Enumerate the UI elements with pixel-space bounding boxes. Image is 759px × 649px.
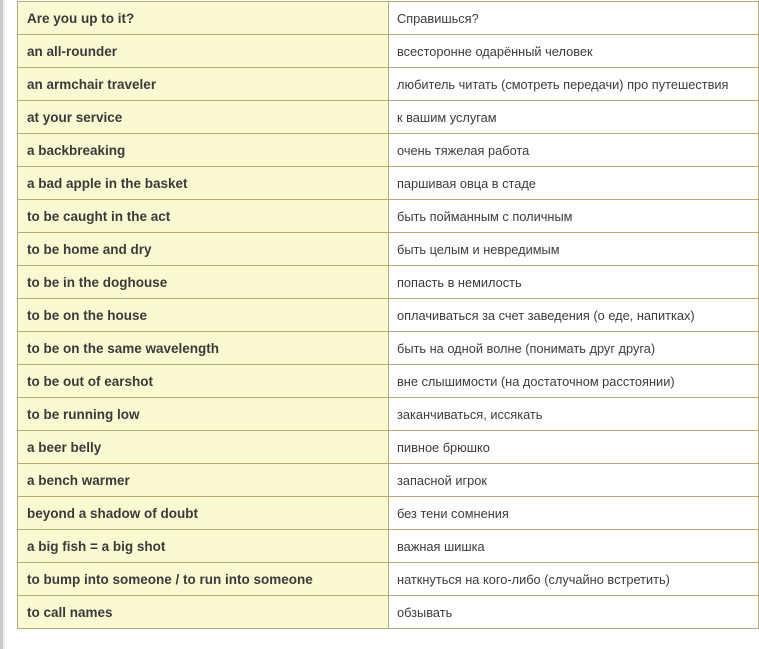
- russian-translation: быть на одной волне (понимать друг друга): [389, 332, 759, 365]
- table-row: [18, 167, 759, 200]
- table-row: [18, 68, 759, 101]
- idioms-table: [17, 1, 759, 629]
- russian-translation: запасной игрок: [389, 464, 759, 497]
- table-row: [18, 266, 759, 299]
- russian-translation: быть целым и невредимым: [389, 233, 759, 266]
- idioms-table-body: [18, 2, 759, 629]
- table-row: [18, 431, 759, 464]
- table-row: [18, 2, 759, 35]
- table-row: [18, 134, 759, 167]
- english-phrase: a big fish = a big shot: [18, 530, 389, 563]
- english-phrase: Are you up to it?: [18, 2, 389, 35]
- russian-translation: оплачиваться за счет заведения (о еде, напитках): [389, 299, 759, 332]
- english-phrase: an armchair traveler: [18, 68, 389, 101]
- left-border-shadow: [3, 0, 5, 649]
- english-phrase: to be running low: [18, 398, 389, 431]
- russian-translation: паршивая овца в стаде: [389, 167, 759, 200]
- english-phrase: to be out of earshot: [18, 365, 389, 398]
- table-row: [18, 332, 759, 365]
- russian-translation: вне слышимости (на достаточном расстоянии): [389, 365, 759, 398]
- table-row: [18, 398, 759, 431]
- russian-translation: Справишься?: [389, 2, 759, 35]
- table-row: [18, 464, 759, 497]
- table-row: [18, 497, 759, 530]
- table-row: [18, 35, 759, 68]
- russian-translation: очень тяжелая работа: [389, 134, 759, 167]
- russian-translation: важная шишка: [389, 530, 759, 563]
- russian-translation: всесторонне одарённый человек: [389, 35, 759, 68]
- english-phrase: to be on the same wavelength: [18, 332, 389, 365]
- english-phrase: at your service: [18, 101, 389, 134]
- english-phrase: a beer belly: [18, 431, 389, 464]
- russian-translation: быть пойманным с поличным: [389, 200, 759, 233]
- russian-translation: попасть в немилость: [389, 266, 759, 299]
- table-row: [18, 299, 759, 332]
- russian-translation: без тени сомнения: [389, 497, 759, 530]
- table-row: [18, 530, 759, 563]
- russian-translation: любитель читать (смотреть передачи) про путешествия: [389, 68, 759, 101]
- english-phrase: an all-rounder: [18, 35, 389, 68]
- english-phrase: to be home and dry: [18, 233, 389, 266]
- english-phrase: to be in the doghouse: [18, 266, 389, 299]
- russian-translation: заканчиваться, иссякать: [389, 398, 759, 431]
- english-phrase: a bad apple in the basket: [18, 167, 389, 200]
- table-row: [18, 365, 759, 398]
- english-phrase: beyond a shadow of doubt: [18, 497, 389, 530]
- table-row: [18, 563, 759, 596]
- english-phrase: to be on the house: [18, 299, 389, 332]
- english-phrase: a bench warmer: [18, 464, 389, 497]
- russian-translation: пивное брюшко: [389, 431, 759, 464]
- table-row: [18, 596, 759, 629]
- english-phrase: a backbreaking: [18, 134, 389, 167]
- russian-translation: наткнуться на кого-либо (случайно встретить): [389, 563, 759, 596]
- russian-translation: обзывать: [389, 596, 759, 629]
- russian-translation: к вашим услугам: [389, 101, 759, 134]
- table-row: [18, 233, 759, 266]
- table-row: [18, 101, 759, 134]
- english-phrase: to bump into someone / to run into someone: [18, 563, 389, 596]
- english-phrase: to be caught in the act: [18, 200, 389, 233]
- english-phrase: to call names: [18, 596, 389, 629]
- table-row: [18, 200, 759, 233]
